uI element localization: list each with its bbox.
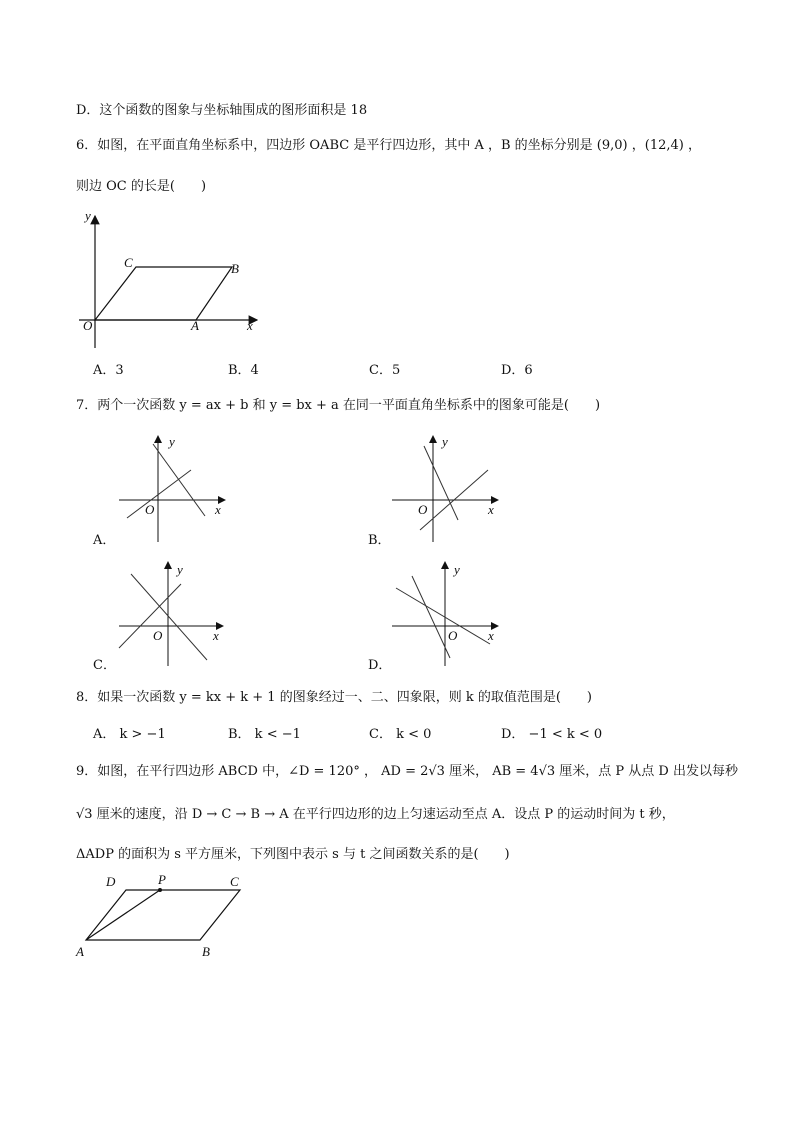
q7d-label-y: y [454,562,460,577]
q6-option-b[interactable]: B．4 [228,363,259,378]
q9-text-line2: √3 厘米的速度，沿 D → C → B → A 在平行四边形的边上匀速运动至点 A．设点 P 的运动时间为 t 秒， [76,807,675,822]
q9-label-p: P [158,872,166,887]
q6-label-a: A [191,318,199,333]
q7a-label-o: O [145,502,155,517]
q9-text-line3: ΔADP 的面积为 s 平方厘米，下列图中表示 s 与 t 之间函数关系的是( ) [76,847,510,862]
q9-label-a: A [76,944,84,959]
q7b-label-o: O [418,502,428,517]
q7d-line-2 [396,588,490,644]
q9-parallelogram-abcd [86,890,240,940]
q6-option-c[interactable]: C．5 [369,363,401,378]
q7-graph-a[interactable] [115,432,235,547]
q6-parallelogram-oabc [95,267,232,320]
q5-option-d: D．这个函数的图象与坐标轴围成的图形面积是 18 [76,103,368,118]
q6-parallelogram-figure [75,210,265,350]
q8-option-d[interactable]: D． −1 < k < 0 [501,727,603,742]
q7-graph-b[interactable] [390,432,510,547]
q6-label-y: y [85,208,91,223]
q8-option-a[interactable]: A． k > −1 [93,727,166,742]
q9-parallelogram-figure [72,874,262,964]
q6-label-x: x [247,318,253,333]
q7b-label-y: y [442,434,448,449]
q7b-label-x: x [488,502,494,517]
q9-label-d: D [106,874,116,889]
q7-label-a[interactable]: A． [93,533,116,548]
q7-label-c[interactable]: C． [93,658,116,673]
q7a-label-x: x [215,502,221,517]
q6-option-a[interactable]: A．3 [93,363,124,378]
q7-text: 7．两个一次函数 y = ax + b 和 y = bx + a 在同一平面直角坐标系中的图象可能是( ) [76,398,601,413]
q7a-line-1 [153,444,205,516]
q6-option-d[interactable]: D．6 [501,363,533,378]
q8-text: 8．如果一次函数 y = kx + k + 1 的图象经过一、二、四象限，则 k 的取值范围是( ) [76,690,592,705]
q7a-label-y: y [169,434,175,449]
q9-point-p [158,888,162,892]
q9-label-b: B [202,944,210,959]
q7c-label-o: O [153,628,163,643]
q6-text-line1: 6．如图，在平面直角坐标系中，四边形 OABC 是平行四边形，其中 A ，B 的坐标分别是 (9,0) ，(12,4) ， [76,138,701,153]
q8-option-b[interactable]: B． k < −1 [228,727,301,742]
q9-label-c: C [230,874,239,889]
q8-option-c[interactable]: C． k < 0 [369,727,432,742]
q7c-line-1 [131,574,207,660]
q7-label-d[interactable]: D． [368,658,392,673]
q9-segment-ap [86,890,160,940]
q7-graph-c[interactable] [115,560,235,670]
q7b-line-1 [424,446,458,520]
q6-label-c: C [124,255,133,270]
q6-label-b: B [231,261,239,276]
q7a-line-2 [127,470,191,518]
q7d-label-o: O [448,628,458,643]
q7c-label-x: x [213,628,219,643]
q6-label-o: O [83,318,93,333]
q7-label-b[interactable]: B． [368,533,391,548]
q7-graph-d[interactable] [390,560,510,670]
q6-text-line2: 则边 OC 的长是( ) [76,179,207,194]
q7c-line-2 [119,584,181,648]
q7d-label-x: x [488,628,494,643]
q9-text-line1: 9．如图，在平行四边形 ABCD 中，∠D = 120° ， AD = 2√3 厘米， AB = 4√3 厘米，点 P 从点 D 出发以每秒 [76,764,738,779]
q7c-label-y: y [177,562,183,577]
